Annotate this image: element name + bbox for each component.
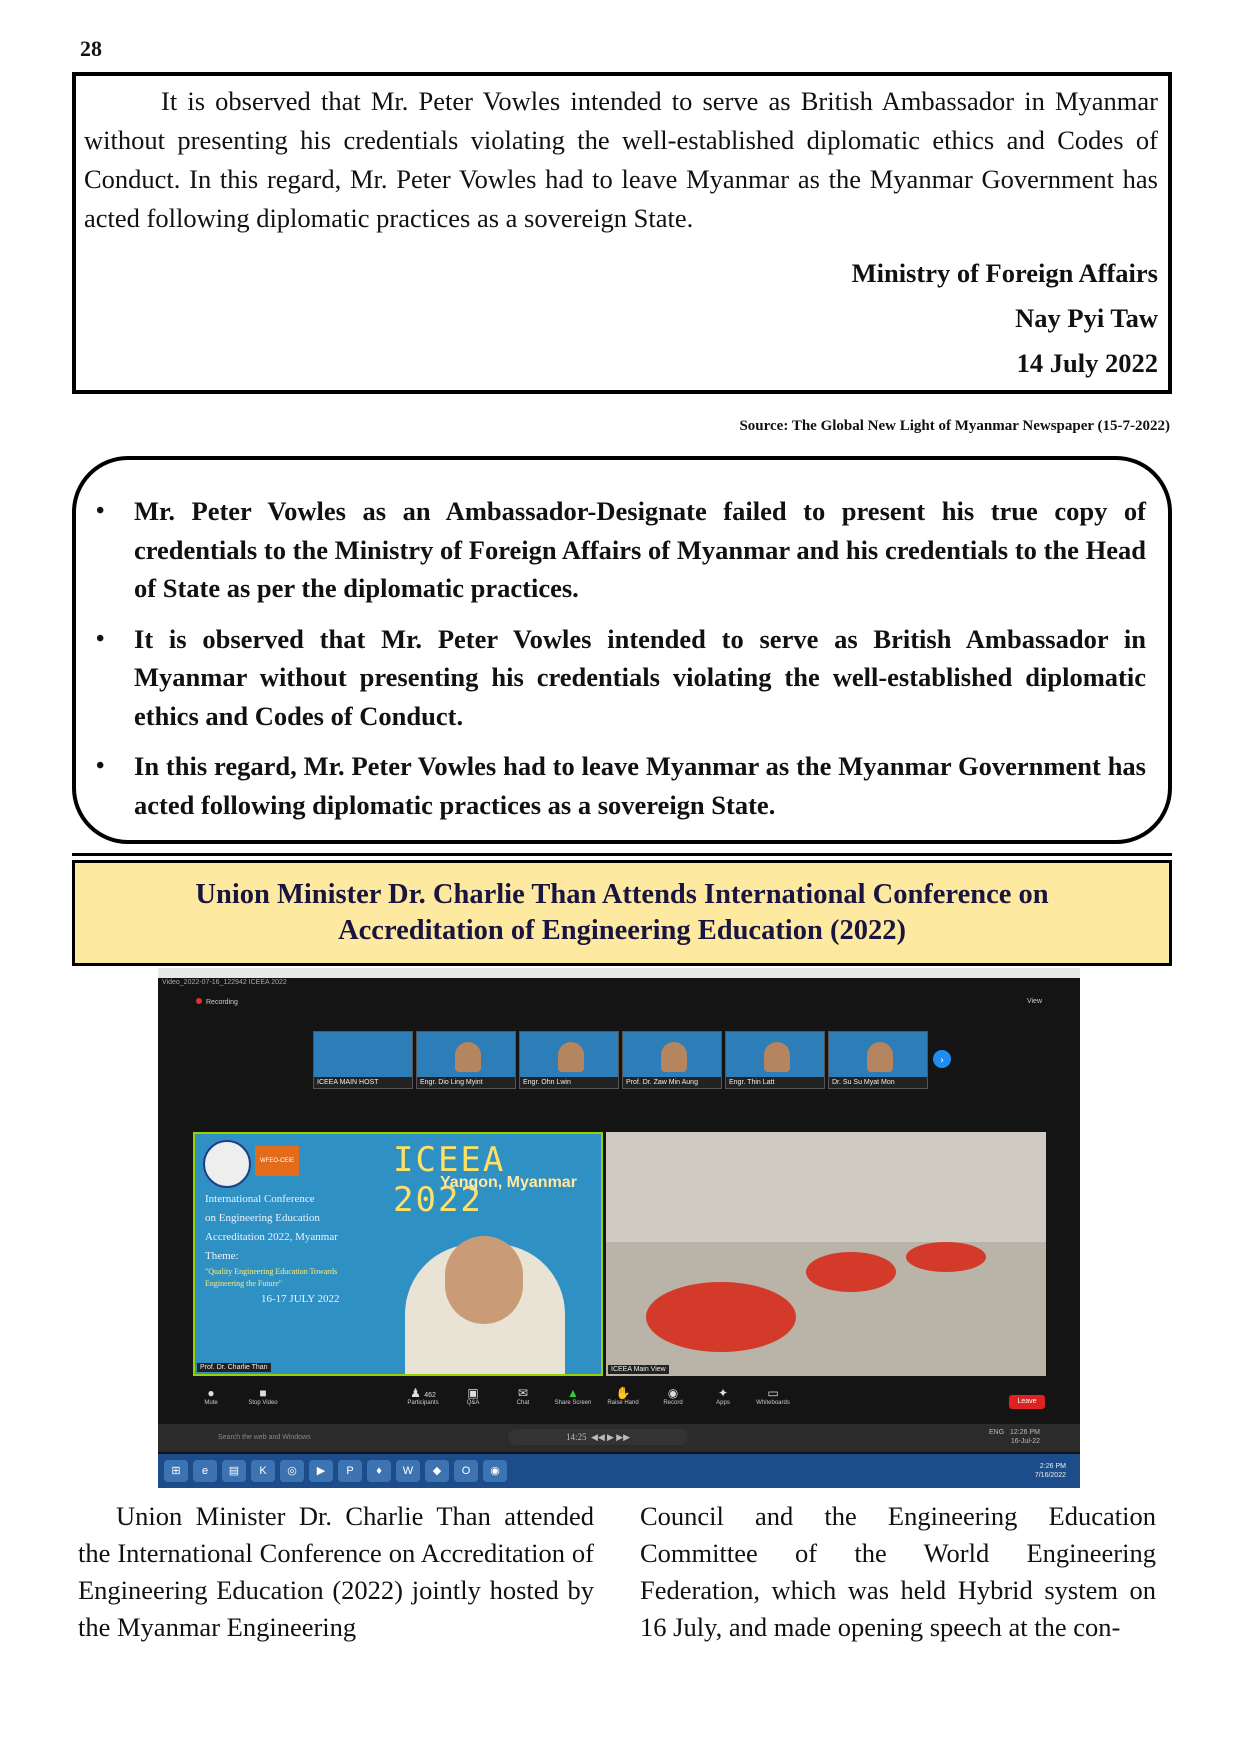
conference-details [205, 1190, 355, 1309]
app-icon[interactable]: ◆ [425, 1460, 449, 1482]
people-icon: ♟ 462 [410, 1386, 436, 1400]
participant-strip [313, 1031, 928, 1089]
media-time: 14:25 [565, 1432, 587, 1442]
summary-list [96, 492, 1146, 824]
share-screen-button[interactable] [548, 1386, 598, 1406]
theme-label: Theme: [205, 1250, 239, 1262]
participant-tile [416, 1031, 516, 1089]
conference-dates: 16-17 JULY 2022 [261, 1293, 340, 1305]
mute-button[interactable] [186, 1386, 236, 1406]
media-taskbar [158, 1424, 1080, 1452]
chat-icon: ✉ [517, 1386, 529, 1400]
hand-icon: ✋ [615, 1386, 631, 1400]
participant-name: Engr. Thin Latt [726, 1077, 824, 1088]
conference-line: Accreditation 2022, Myanmar [205, 1231, 338, 1243]
hall-wall [606, 1132, 1046, 1242]
word-icon[interactable]: W [396, 1460, 420, 1482]
clock-time: 2:26 PM [1039, 1463, 1066, 1470]
start-icon[interactable]: ⊞ [164, 1460, 188, 1482]
recording-indicator [196, 998, 238, 1006]
participant-count: 462 [424, 1392, 436, 1399]
pdf-icon[interactable]: P [338, 1460, 362, 1482]
control-label: Whiteboards [756, 1400, 790, 1406]
qa-icon: ▣ [467, 1386, 479, 1400]
participant-video [867, 1042, 893, 1072]
browser-icon[interactable]: e [193, 1460, 217, 1482]
folder-icon[interactable]: ▤ [222, 1460, 246, 1482]
firefox-icon[interactable]: ◉ [483, 1460, 507, 1482]
media-icon[interactable]: ▶ [309, 1460, 333, 1482]
hall-table [806, 1252, 896, 1292]
windows-taskbar [158, 1454, 1080, 1488]
participant-name: ICEEA MAIN HOST [314, 1077, 412, 1088]
article-paragraph: Union Minister Dr. Charlie Than attended the International Conference on Accreditation of Engineering Education (2022) jointly hosted by the Myanmar Engineering [78, 1501, 594, 1642]
window-title: Video_2022-07-16_122942 ICEEA 2022 [162, 979, 287, 986]
participant-tile [828, 1031, 928, 1089]
page-number: 28 [80, 36, 102, 61]
headline-line-1: Union Minister Dr. Charlie Than Attends International Conference on [195, 879, 1049, 910]
app-icon[interactable]: K [251, 1460, 275, 1482]
record-icon: ◉ [667, 1386, 679, 1400]
app-icon[interactable]: ♦ [367, 1460, 391, 1482]
signature-place: Nay Pyi Taw [1015, 303, 1158, 333]
participant-video [661, 1042, 687, 1072]
chevron-right-icon: › [933, 1050, 951, 1068]
conference-line: on Engineering Education [205, 1212, 320, 1224]
conference-line: International Conference [205, 1193, 315, 1205]
hall-view [606, 1132, 1046, 1376]
control-label: Record [663, 1400, 683, 1406]
summary-bullet: • In this regard, Mr. Peter Vowles had to leave Myanmar as the Myanmar Government has acted following diplomatic practices as a sovereign State. [96, 747, 1146, 824]
theme-text: "Quality Engineering Education Towards Engineering the Future" [205, 1267, 338, 1288]
speaker-label: Prof. Dr. Charlie Than [197, 1363, 271, 1372]
tray-language: ENG [989, 1429, 1005, 1436]
whiteboard-icon: ▭ [767, 1386, 779, 1400]
record-button[interactable] [648, 1386, 698, 1406]
source-line: Source: The Global New Light of Myanmar Newspaper (15-7-2022) [739, 418, 1170, 434]
record-dot-icon [196, 998, 202, 1004]
headline-banner [72, 860, 1172, 966]
signature-block [84, 258, 1158, 378]
speaker-view [193, 1132, 603, 1376]
participant-name: Dr. Su Su Myat Mon [829, 1077, 927, 1088]
participants-button[interactable] [398, 1386, 448, 1406]
meeting-controls [158, 1386, 1080, 1422]
control-label: Chat [516, 1400, 530, 1406]
participant-tile [519, 1031, 619, 1089]
participant-video [558, 1042, 584, 1072]
tray-time: 12:26 PM [1010, 1429, 1040, 1436]
statement-paragraph: It is observed that Mr. Peter Vowles intended to serve as British Ambassador in Myanmar without presenting his credentials violating the well-established diplomatic ethics and Codes of Conduct. In this regard, Mr. Peter Vowles had to leave Myanmar as the Myanmar Government has acted following diplomatic practices as a sovereign State. [84, 86, 1158, 233]
leave-button[interactable]: Leave [1009, 1395, 1045, 1409]
hall-label: ICEEA Main View [608, 1365, 669, 1374]
article-column-right [640, 1498, 1156, 1646]
iceea-location: Yangon, Myanmar [440, 1174, 577, 1191]
media-player-controls[interactable]: 14:25 ◀◀ ▶ ▶▶ [508, 1429, 688, 1445]
clock-date: 7/16/2022 [1034, 1472, 1066, 1479]
taskbar-clock [1035, 1462, 1066, 1480]
whiteboards-button[interactable] [748, 1386, 798, 1406]
search-input[interactable]: Search the web and Windows [218, 1434, 311, 1441]
article-column-left [78, 1498, 594, 1646]
apps-icon: ✦ [717, 1386, 729, 1400]
participant-name: Prof. Dr. Zaw Min Aung [623, 1077, 721, 1088]
system-tray [989, 1428, 1040, 1446]
signature-date: 14 July 2022 [1016, 348, 1158, 378]
window-bar [158, 968, 1080, 978]
tray-date: 16-Jul-22 [1010, 1438, 1040, 1445]
participant-name: Engr. Dio Ling Myint [417, 1077, 515, 1088]
hall-table [646, 1282, 796, 1352]
control-label: Q&A [466, 1400, 480, 1406]
taskbar-icons [164, 1460, 507, 1482]
participant-video [455, 1042, 481, 1072]
microphone-icon: ● [207, 1386, 215, 1400]
conference-logo [203, 1140, 251, 1188]
participant-name: Engr. Ohn Lwin [520, 1077, 618, 1088]
signature-ministry: Ministry of Foreign Affairs [851, 258, 1158, 288]
participant-tile [313, 1031, 413, 1089]
stop-video-button[interactable] [238, 1386, 288, 1406]
control-label: Mute [204, 1400, 218, 1406]
speaker-head [445, 1236, 523, 1324]
control-label: Share Screen [554, 1400, 592, 1406]
share-icon: ▲ [567, 1386, 579, 1400]
raise-hand-button[interactable] [598, 1386, 648, 1406]
participant-video [764, 1042, 790, 1072]
article-paragraph: Council and the Engineering Education Committee of the World Engineering Federation, which was held Hybrid system on 16 July, and made opening speech at the con- [640, 1501, 1156, 1642]
chrome-icon[interactable]: ◎ [280, 1460, 304, 1482]
chat-button[interactable] [498, 1386, 548, 1406]
hall-table [906, 1242, 986, 1272]
summary-box [72, 456, 1172, 844]
section-divider [72, 853, 1172, 856]
participant-tile [725, 1031, 825, 1089]
qa-button[interactable] [448, 1386, 498, 1406]
opera-icon[interactable]: O [454, 1460, 478, 1482]
speaker-video [405, 1244, 565, 1376]
recording-label: Recording [206, 999, 238, 1006]
iceea-title: ICEEA 2022 [393, 1140, 506, 1220]
summary-bullet: • Mr. Peter Vowles as an Ambassador-Designate failed to present his true copy of credentials to the Ministry of Foreign Affairs of Myanmar and his credentials to the Head of State as per the diplomatic practices. [96, 492, 1146, 608]
control-label: Participants [407, 1400, 439, 1406]
zoom-screenshot [158, 968, 1080, 1488]
headline-line-2: Accreditation of Engineering Education (2022) [338, 915, 906, 946]
control-label: Raise Hand [607, 1400, 639, 1406]
wfeo-logo: WFEO-CEIE [255, 1146, 299, 1176]
control-label: Apps [716, 1400, 730, 1406]
control-label: Stop Video [248, 1400, 278, 1406]
summary-bullet: • It is observed that Mr. Peter Vowles intended to serve as British Ambassador in Myanmar without presenting his credentials violating the well-established diplomatic ethics and Codes of Conduct. [96, 620, 1146, 736]
apps-button[interactable] [698, 1386, 748, 1406]
camera-icon: ■ [259, 1386, 267, 1400]
statement-box [72, 72, 1172, 394]
view-button: View [1026, 998, 1042, 1005]
participant-tile [622, 1031, 722, 1089]
